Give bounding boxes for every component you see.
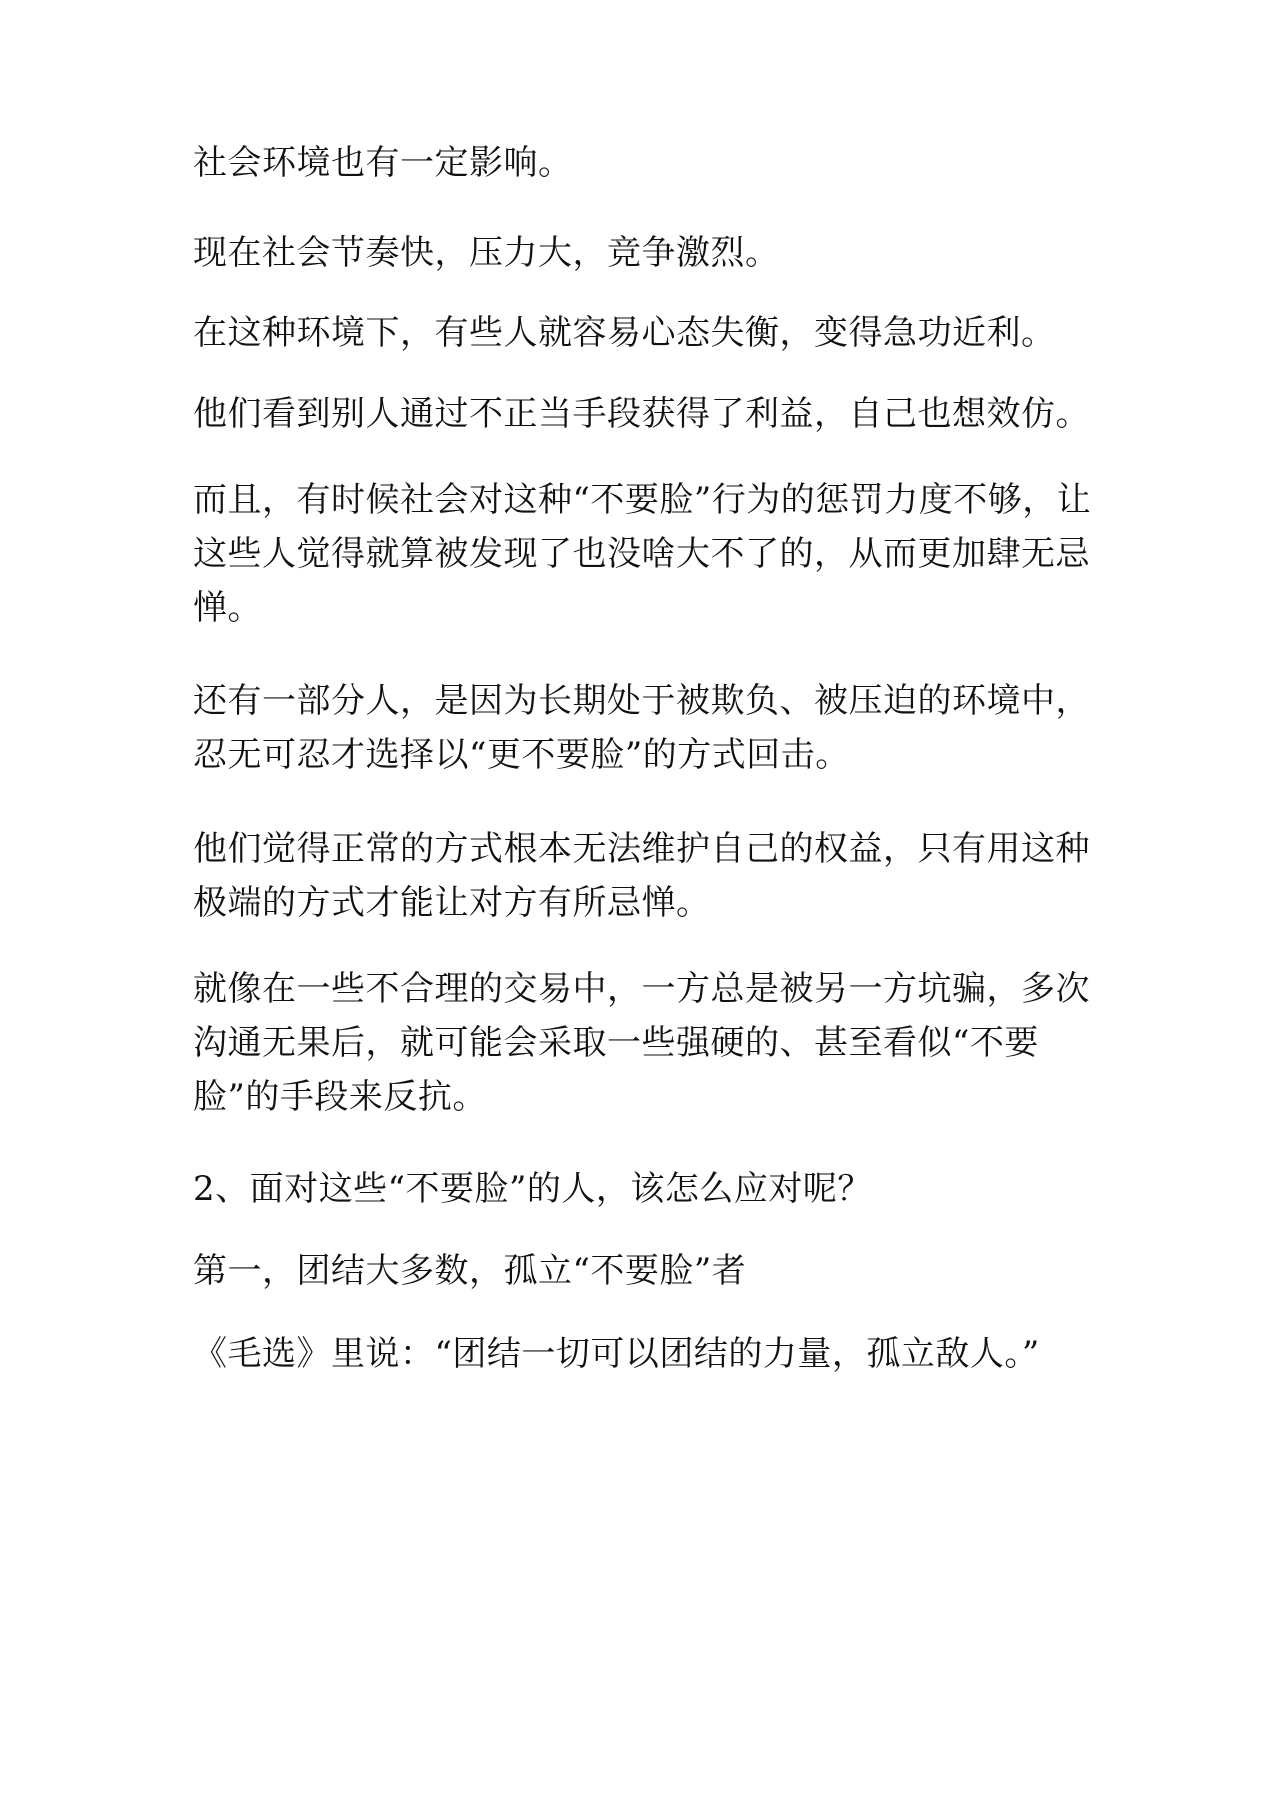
paragraph-10: 第一，团结大多数，孤立“不要脸”者 bbox=[193, 1251, 747, 1291]
paragraph-8: 就像在一些不合理的交易中，一方总是被另一方坑骗，多次沟通无果后，就可能会采取一些强硬的、甚至看似“不要脸”的手段来反抗。 bbox=[193, 969, 1090, 1117]
paragraph-4: 他们看到别人通过不正当手段获得了利益，自己也想效仿。 bbox=[193, 394, 1090, 434]
paragraph-3: 在这种环境下，有些人就容易心态失衡，变得急功近利。 bbox=[193, 313, 1056, 353]
paragraph-1: 社会环境也有一定影响。 bbox=[193, 143, 573, 183]
paragraph-9: 2、面对这些“不要脸”的人，该怎么应对呢？ bbox=[193, 1169, 872, 1209]
paragraph-5: 而且，有时候社会对这种“不要脸”行为的惩罚力度不够，让这些人觉得就算被发现了也没啥大不了的，从而更加肆无忌惮。 bbox=[193, 480, 1092, 628]
paragraph-7: 他们觉得正常的方式根本无法维护自己的权益，只有用这种极端的方式才能让对方有所忌惮。 bbox=[193, 829, 1090, 923]
paragraph-6: 还有一部分人，是因为长期处于被欺负、被压迫的环境中，忍无可忍才选择以“更不要脸”的方式回击。 bbox=[193, 681, 1090, 775]
paragraph-2: 现在社会节奏快，压力大，竞争激烈。 bbox=[193, 233, 780, 273]
paragraph-11: 《毛选》里说：“团结一切可以团结的力量，孤立敌人。” bbox=[193, 1334, 1040, 1374]
